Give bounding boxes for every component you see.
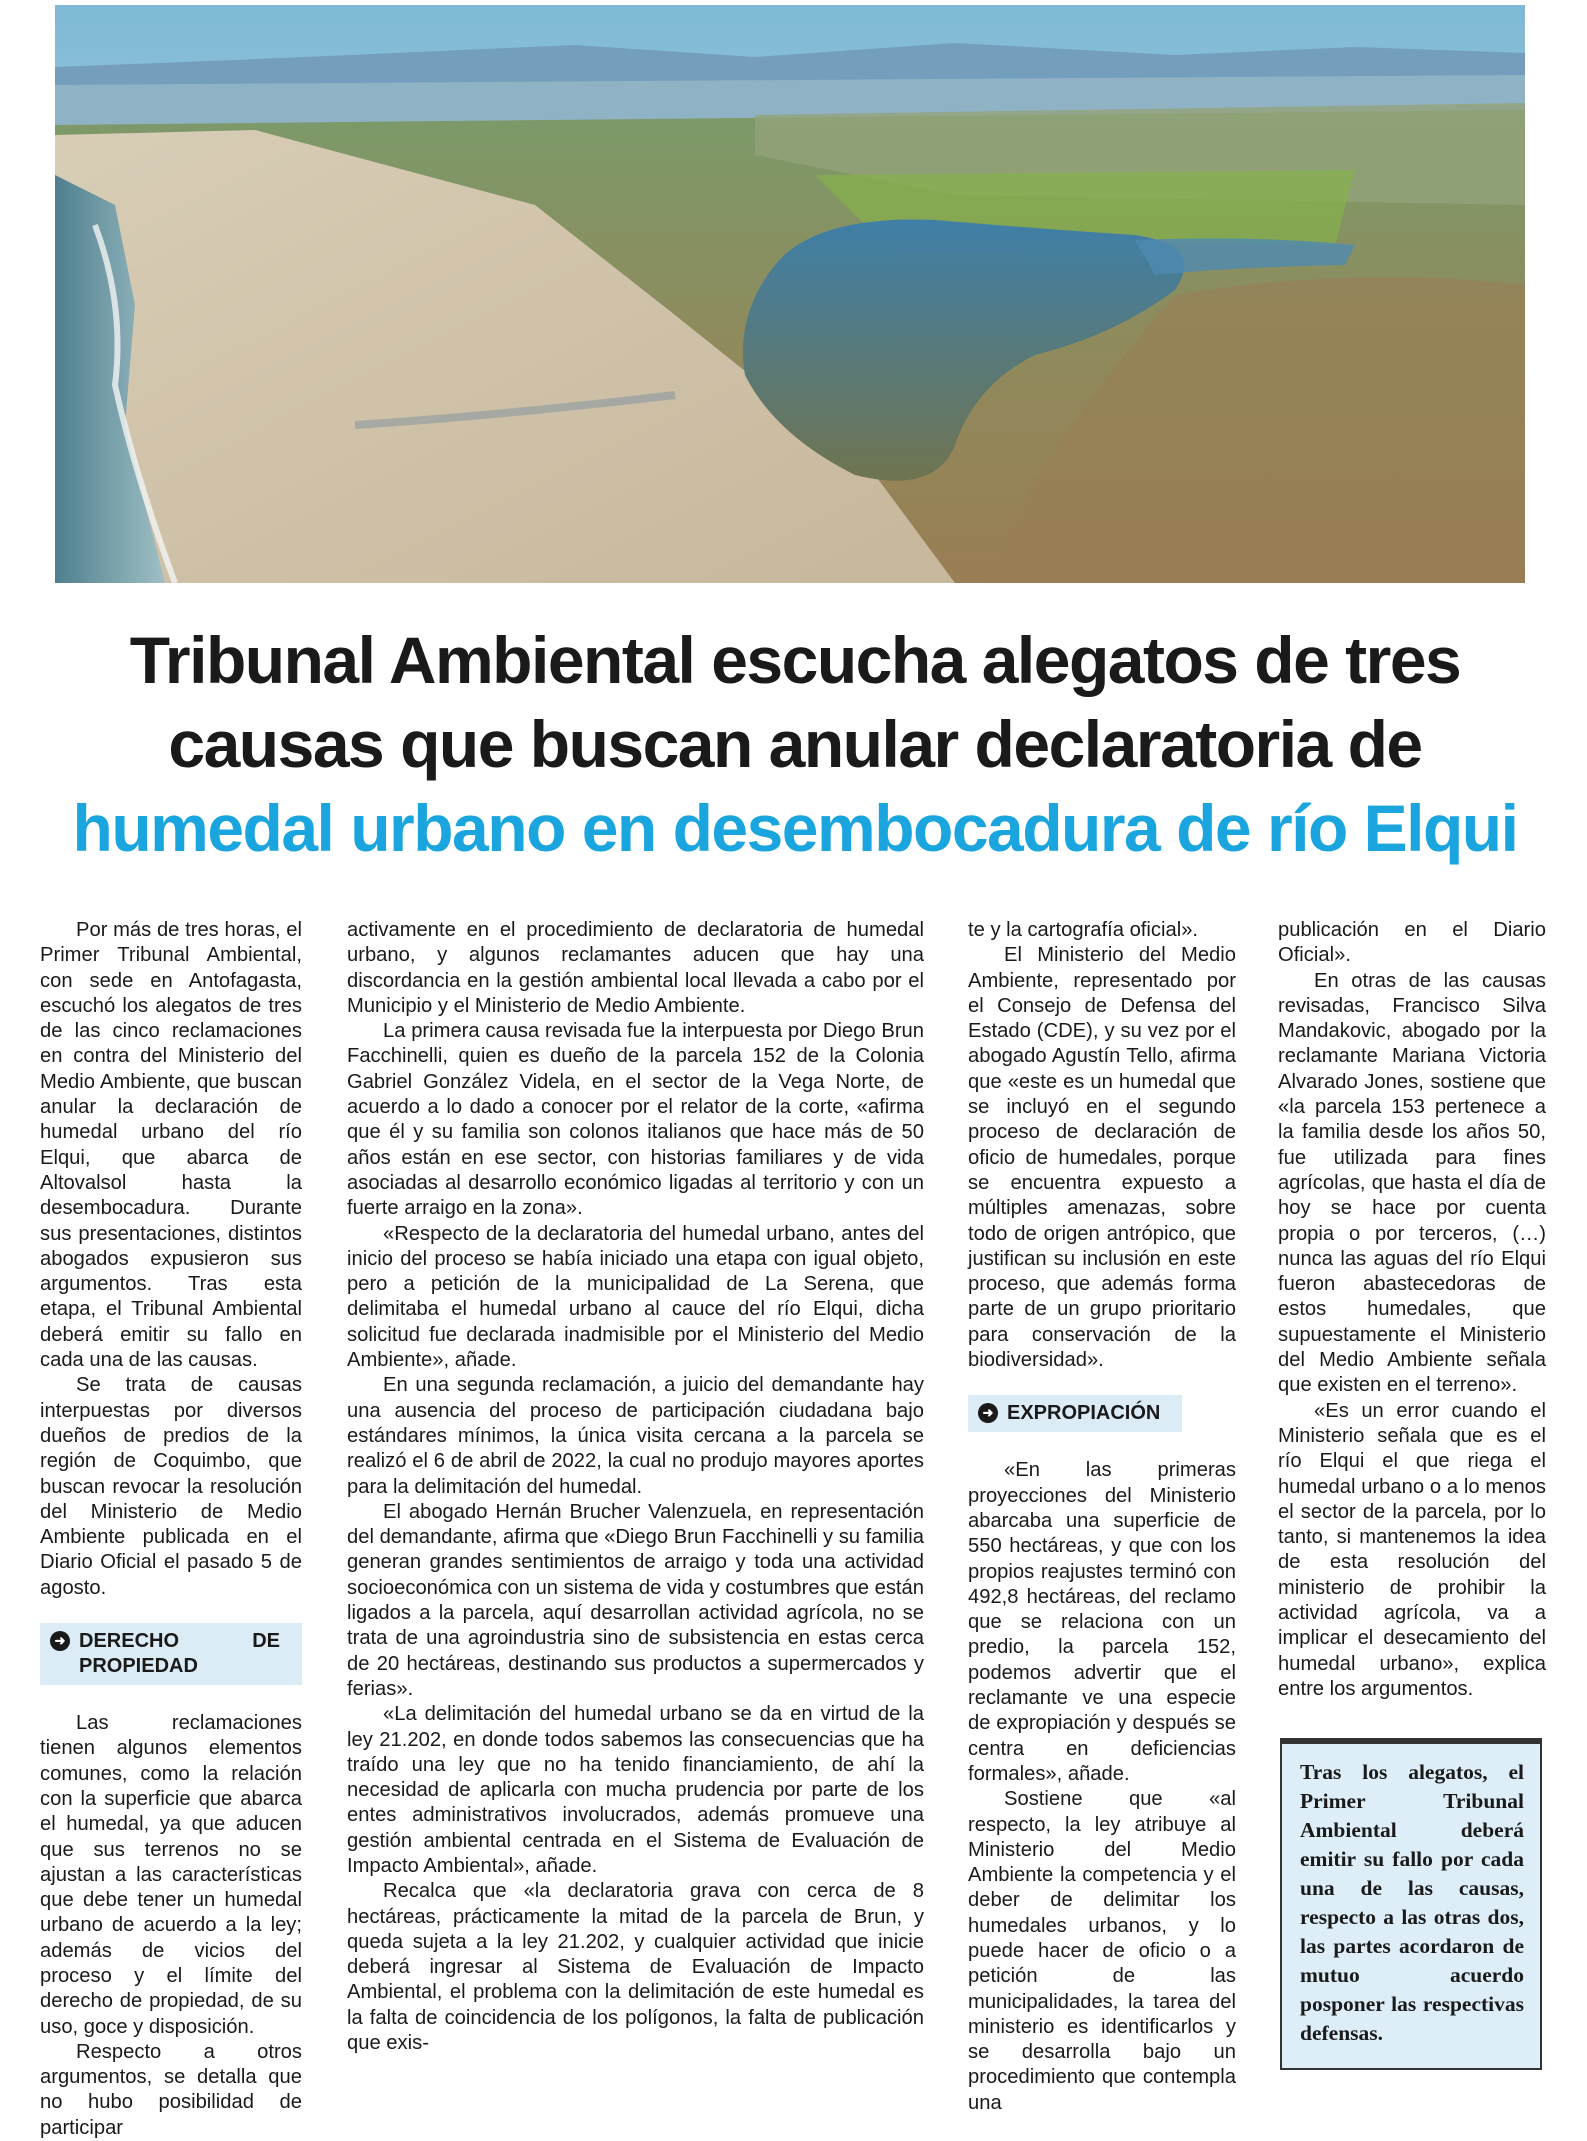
section-heading-label: DERECHO DE PROPIEDAD	[79, 1630, 280, 1678]
paragraph: En otras de las causas revisadas, Francisco Silva Mandakovic, abogado por la reclamante Mariana Victoria Alvarado Jones, sostiene que «la parcela 153 pertenece a la familia desde los años 50, fue utilizada para fines agrícolas, que hasta el día de hoy se hace por cuenta propia o por terceros, (…) nunca las aguas del río Elqui fueron abastecedoras de estos humedales, que supuestamente el Ministerio del Medio Ambiente señala que existen en el terreno».	[1278, 969, 1546, 1397]
paragraph: La primera causa revisada fue la interpuesta por Diego Brun Facchinelli, quien es dueño de la parcela 152 de la Colonia Gabriel González Videla, en el sector de la Vega Norte, de acuerdo a lo dado a conocer por el relator de la corte, «afirma que él y su familia son colonos italianos que hace más de 50 años están en ese sector, con historias familiares y de vida asociadas al desarrollo económico ligadas al territorio y con un fuerte arraigo en la zona».	[347, 1020, 924, 1220]
paragraph: publicación en el Diario Oficial».	[1278, 919, 1546, 967]
paragraph: Por más de tres horas, el Primer Tribunal Ambiental, con sede en Antofagasta, escuchó los alegatos de tres de las cinco reclamaciones en contra del Ministerio del Medio Ambiente, que buscan anular la declaración de humedal urbano del río Elqui, que abarca de Altovalsol hasta la desembocadura. Durante sus presentaciones, distintos abogados expusieron sus argumentos. Tras esta etapa, el Tribunal Ambiental deberá emitir su fallo en cada una de las causas.	[40, 919, 302, 1372]
article-column-1	[40, 918, 302, 2141]
section-heading-expropiacion	[968, 1395, 1182, 1432]
wetland-landscape-icon	[55, 5, 1525, 583]
aerial-wetland-photo	[55, 5, 1525, 583]
paragraph: te y la cartografía oficial».	[968, 919, 1199, 941]
paragraph: Sostiene que «al respecto, la ley atribuye al Ministerio del Medio Ambiente la competencia y el deber de delimitar los humedales urbanos, y lo puede hacer de oficio o a petición de las municipalidades, la tarea del ministerio es identificarlos y se desarrolla bajo un procedimiento que contempla una	[968, 1788, 1236, 2114]
paragraph: El abogado Hernán Brucher Valenzuela, en representación del demandante, afirma que «Diego Brun Facchinelli y su familia generan grandes sentimientos de arraigo y toda una actividad socioeconómica con un sistema de vida y costumbres que están ligados a la parcela, aquí desarrollan actividad agrícola, no se trata de una agroindustria sino de subsistencia en estas cerca de 20 hectáreas, destinando sus productos a supermercados y ferias».	[347, 1500, 924, 1700]
headline	[60, 618, 1530, 870]
arrow-right-icon: ➜	[978, 1403, 998, 1423]
paragraph: El Ministerio del Medio Ambiente, representado por el Consejo de Defensa del Estado (CDE), y su vez por el abogado Agustín Tello, afirma que «este es un humedal que se incluyó en el segundo proceso de declaración de oficio de humedales, porque se encuentra expuesto a múltiples amenazas, sobre todo de origen antrópico, que justifican su inclusión en este proceso, que además forma parte de un grupo prioritario para conservación de la biodiversidad».	[968, 944, 1236, 1372]
paragraph: Las reclamaciones tienen algunos elementos comunes, como la relación con la superficie que abarca el humedal, ya que aducen que sus terrenos no se ajustan a las características que debe tener un humedal urbano de acuerdo a la ley; además de vicios del proceso y el límite del derecho de propiedad, de su uso, goce y disposición.	[40, 1712, 302, 2038]
paragraph: activamente en el procedimiento de declaratoria de humedal urbano, y algunos reclamantes aducen que hay una discordancia en la gestión ambiental local llevada a cabo por el Municipio y el Ministerio de Medio Ambiente.	[347, 919, 924, 1017]
section-heading-label: EXPROPIACIÓN	[1007, 1402, 1161, 1425]
article-column-2	[347, 918, 924, 2056]
paragraph: Respecto a otros argumentos, se detalla que no hubo posibilidad de participar	[40, 2040, 302, 2139]
paragraph: En una segunda reclamación, a juicio del demandante hay una ausencia del proceso de participación ciudadana bajo estándares mínimos, la única visita cercana a la parcela se realizó el 6 de abril de 2022, la cual no produjo mayores aportes para la delimitación del humedal.	[347, 1374, 924, 1498]
pull-quote-box	[1280, 1738, 1542, 2070]
article-column-4	[1278, 918, 1546, 1702]
paragraph: «Es un error cuando el Ministerio señala que es el río Elqui el que riega el humedal urbano o a lo menos el sector de la parcela, por lo tanto, si mantenemos la idea de esta resolución del ministerio de prohibir la actividad agrícola, va a implicar el desecamiento del humedal urbano», explica entre los argumentos.	[1278, 1399, 1546, 1700]
paragraph: «La delimitación del humedal urbano se da en virtud de la ley 21.202, en donde todos sabemos las consecuencias que ha traído una ley que no ha tenido financiamiento, de ahí la necesidad de aplicarla con mucha prudencia por parte de los entes administrativos involucrados, además promueve una gestión ambiental centrada en el Sistema de Evaluación de Impacto Ambiental», añade.	[347, 1703, 924, 1877]
paragraph: Recalca que «la declaratoria grava con cerca de 8 hectáreas, prácticamente la mitad de la parcela de Brun, y queda sujeta a la ley 21.202, y cualquier actividad que inicie deberá ingresar al Sistema de Evaluación de Impacto Ambiental, el problema con la delimitación de este humedal es la falta de coincidencia de los polígonos, la falta de publicación que exis-	[347, 1880, 924, 2055]
paragraph: «Respecto de la declaratoria del humedal urbano, antes del inicio del proceso se había iniciado una etapa con igual objeto, pero a petición de la municipalidad de La Serena, que delimitaba el humedal urbano al cauce del río Elqui, dicha solicitud fue declarada inadmisible por el Ministerio del Medio Ambiente», añade.	[347, 1222, 924, 1372]
paragraph: Se trata de causas interpuestas por diversos dueños de predios de la región de Coquimbo, que buscan revocar la resolución del Ministerio de Medio Ambiente publicada en el Diario Oficial el pasado 5 de agosto.	[40, 1374, 302, 1599]
arrow-right-icon: ➜	[50, 1631, 70, 1651]
pull-quote-text: Tras los alegatos, el Primer Tribunal Ambiental deberá emitir su fallo por cada una de las causas, respecto a las otras dos, las partes acordaron de mutuo acuerdo posponer las respectivas defensas.	[1300, 1760, 1524, 2045]
paragraph: «En las primeras proyecciones del Ministerio abarcaba una superficie de 550 hectáreas, y que con los propios reajustes terminó con 492,8 hectáreas, del reclamo que se relaciona con un predio, la parcela 152, podemos advertir que el reclamante ve una especie de expropiación y después se centra en deficiencias formales», añade.	[968, 1459, 1236, 1785]
section-heading-derecho-de-propiedad	[40, 1623, 302, 1685]
headline-line-2: causas que buscan anular declaratoria de	[168, 707, 1422, 781]
article-column-3	[968, 918, 1236, 2116]
headline-line-3: humedal urbano en desembocadura de río Elqui	[72, 791, 1518, 865]
headline-line-1: Tribunal Ambiental escucha alegatos de tres	[129, 623, 1461, 697]
